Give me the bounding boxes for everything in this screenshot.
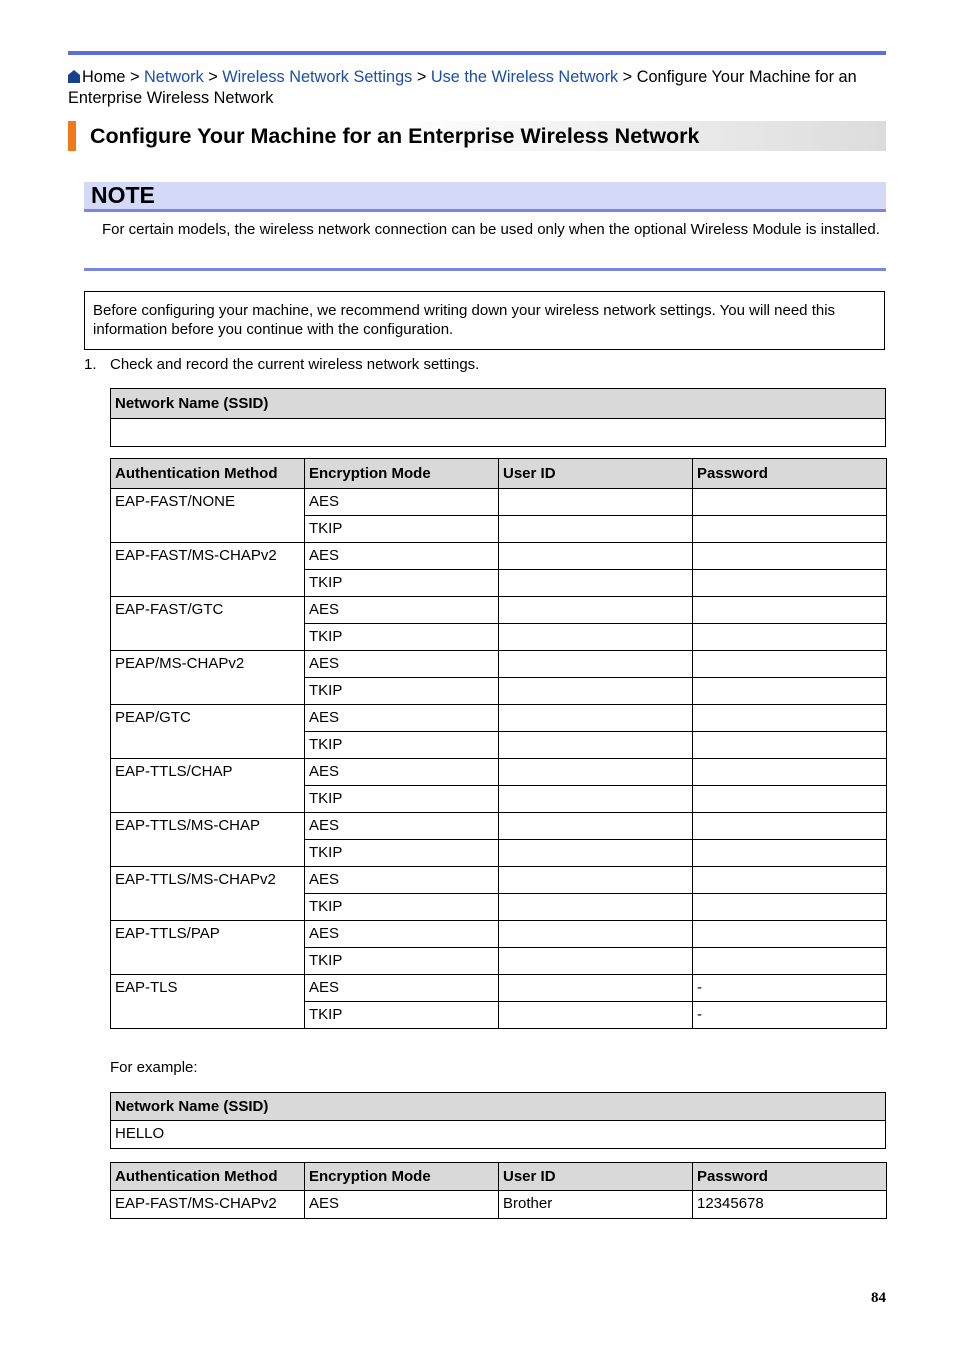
col-header-auth-method: Authentication Method bbox=[111, 459, 305, 489]
table-row bbox=[111, 759, 887, 786]
example-header-encryption: Encryption Mode bbox=[305, 1163, 499, 1191]
encryption-cell: AES bbox=[305, 543, 499, 570]
table-row bbox=[111, 921, 887, 948]
password-cell bbox=[693, 570, 887, 597]
note-text: For certain models, the wireless network connection can be used only when the optional Wireless Module is installed. bbox=[102, 221, 880, 238]
auth-method-cell: EAP-FAST/GTC bbox=[111, 597, 305, 651]
breadcrumb-separator: > bbox=[618, 68, 637, 86]
password-cell bbox=[693, 678, 887, 705]
user-id-cell bbox=[499, 489, 693, 516]
example-encryption: AES bbox=[305, 1191, 499, 1219]
encryption-cell: AES bbox=[305, 489, 499, 516]
table-row bbox=[111, 813, 887, 840]
auth-method-cell: EAP-TTLS/PAP bbox=[111, 921, 305, 975]
step-number: 1. bbox=[84, 356, 97, 373]
example-header-password: Password bbox=[693, 1163, 887, 1191]
password-cell: - bbox=[693, 975, 887, 1002]
password-cell bbox=[693, 867, 887, 894]
step-text: Check and record the current wireless network settings. bbox=[110, 356, 480, 373]
auth-method-cell: EAP-TLS bbox=[111, 975, 305, 1029]
user-id-cell bbox=[499, 1002, 693, 1029]
encryption-cell: TKIP bbox=[305, 840, 499, 867]
encryption-cell: AES bbox=[305, 705, 499, 732]
note-heading: NOTE bbox=[91, 182, 155, 208]
page-title: Configure Your Machine for an Enterprise Wireless Network bbox=[90, 124, 700, 148]
password-cell bbox=[693, 597, 887, 624]
auth-method-cell: EAP-FAST/NONE bbox=[111, 489, 305, 543]
step-1 bbox=[84, 355, 479, 374]
auth-method-cell: EAP-TTLS/MS-CHAP bbox=[111, 813, 305, 867]
table-row bbox=[111, 543, 887, 570]
breadcrumb-separator: > bbox=[203, 68, 223, 86]
password-cell bbox=[693, 732, 887, 759]
encryption-cell: AES bbox=[305, 867, 499, 894]
encryption-cell: TKIP bbox=[305, 894, 499, 921]
col-header-encryption: Encryption Mode bbox=[305, 459, 499, 489]
password-cell bbox=[693, 651, 887, 678]
breadcrumb-wireless-settings-link[interactable]: Wireless Network Settings bbox=[222, 68, 413, 86]
page-number: 84 bbox=[871, 1290, 886, 1306]
info-box: Before configuring your machine, we recommend writing down your wireless network settings. You will need this information before you continue with the configuration. bbox=[84, 291, 885, 350]
example-password: 12345678 bbox=[693, 1191, 887, 1219]
password-cell bbox=[693, 489, 887, 516]
auth-method-cell: EAP-TTLS/CHAP bbox=[111, 759, 305, 813]
auth-method-cell: EAP-TTLS/MS-CHAPv2 bbox=[111, 867, 305, 921]
auth-table bbox=[110, 458, 887, 1029]
user-id-cell bbox=[499, 786, 693, 813]
encryption-cell: TKIP bbox=[305, 1002, 499, 1029]
password-cell bbox=[693, 921, 887, 948]
example-ssid-table bbox=[110, 1092, 886, 1149]
example-ssid-value: HELLO bbox=[111, 1121, 886, 1149]
encryption-cell: AES bbox=[305, 975, 499, 1002]
user-id-cell bbox=[499, 813, 693, 840]
col-header-password: Password bbox=[693, 459, 887, 489]
user-id-cell bbox=[499, 948, 693, 975]
encryption-cell: TKIP bbox=[305, 516, 499, 543]
breadcrumb bbox=[68, 67, 890, 108]
encryption-cell: TKIP bbox=[305, 678, 499, 705]
table-row bbox=[111, 705, 887, 732]
example-header-user-id: User ID bbox=[499, 1163, 693, 1191]
password-cell: - bbox=[693, 1002, 887, 1029]
ssid-header: Network Name (SSID) bbox=[111, 389, 886, 419]
table-row bbox=[111, 651, 887, 678]
example-ssid-header: Network Name (SSID) bbox=[111, 1093, 886, 1121]
encryption-cell: AES bbox=[305, 813, 499, 840]
password-cell bbox=[693, 759, 887, 786]
breadcrumb-use-wireless-link[interactable]: Use the Wireless Network bbox=[430, 68, 619, 86]
user-id-cell bbox=[499, 759, 693, 786]
auth-method-cell: PEAP/GTC bbox=[111, 705, 305, 759]
encryption-cell: TKIP bbox=[305, 624, 499, 651]
auth-method-cell: PEAP/MS-CHAPv2 bbox=[111, 651, 305, 705]
user-id-cell bbox=[499, 543, 693, 570]
encryption-cell: AES bbox=[305, 597, 499, 624]
breadcrumb-home[interactable]: Home bbox=[82, 68, 126, 86]
table-row bbox=[111, 867, 887, 894]
user-id-cell bbox=[499, 624, 693, 651]
title-accent-bar bbox=[68, 121, 76, 151]
ssid-table bbox=[110, 388, 886, 447]
password-cell bbox=[693, 813, 887, 840]
example-auth-method: EAP-FAST/MS-CHAPv2 bbox=[111, 1191, 305, 1219]
col-header-user-id: User ID bbox=[499, 459, 693, 489]
password-cell bbox=[693, 948, 887, 975]
table-row bbox=[111, 489, 887, 516]
encryption-cell: TKIP bbox=[305, 786, 499, 813]
user-id-cell bbox=[499, 894, 693, 921]
table-row bbox=[111, 975, 887, 1002]
password-cell bbox=[693, 840, 887, 867]
user-id-cell bbox=[499, 651, 693, 678]
user-id-cell bbox=[499, 705, 693, 732]
user-id-cell bbox=[499, 516, 693, 543]
for-example-label: For example: bbox=[110, 1059, 198, 1076]
encryption-cell: AES bbox=[305, 651, 499, 678]
breadcrumb-separator: > bbox=[125, 68, 144, 86]
encryption-cell: AES bbox=[305, 759, 499, 786]
encryption-cell: TKIP bbox=[305, 948, 499, 975]
user-id-cell bbox=[499, 840, 693, 867]
password-cell bbox=[693, 624, 887, 651]
example-user-id: Brother bbox=[499, 1191, 693, 1219]
password-cell bbox=[693, 894, 887, 921]
auth-method-cell: EAP-FAST/MS-CHAPv2 bbox=[111, 543, 305, 597]
user-id-cell bbox=[499, 678, 693, 705]
example-auth-table bbox=[110, 1162, 887, 1219]
home-icon bbox=[68, 68, 80, 88]
page-title-bar bbox=[68, 121, 886, 151]
ssid-value-cell bbox=[111, 419, 886, 447]
password-cell bbox=[693, 705, 887, 732]
table-row bbox=[111, 597, 887, 624]
note-bottom-rule bbox=[84, 268, 886, 271]
user-id-cell bbox=[499, 597, 693, 624]
example-header-auth-method: Authentication Method bbox=[111, 1163, 305, 1191]
encryption-cell: TKIP bbox=[305, 732, 499, 759]
password-cell bbox=[693, 543, 887, 570]
user-id-cell bbox=[499, 867, 693, 894]
user-id-cell bbox=[499, 732, 693, 759]
password-cell bbox=[693, 786, 887, 813]
user-id-cell bbox=[499, 975, 693, 1002]
note-heading-bar bbox=[84, 182, 886, 212]
encryption-cell: AES bbox=[305, 921, 499, 948]
breadcrumb-separator: > bbox=[412, 68, 431, 86]
breadcrumb-current: Configure Your Machine for an Enterprise Wireless Network bbox=[68, 68, 857, 107]
user-id-cell bbox=[499, 570, 693, 597]
breadcrumb-network-link[interactable]: Network bbox=[144, 68, 204, 86]
encryption-cell: TKIP bbox=[305, 570, 499, 597]
top-rule bbox=[68, 51, 886, 55]
password-cell bbox=[693, 516, 887, 543]
user-id-cell bbox=[499, 921, 693, 948]
